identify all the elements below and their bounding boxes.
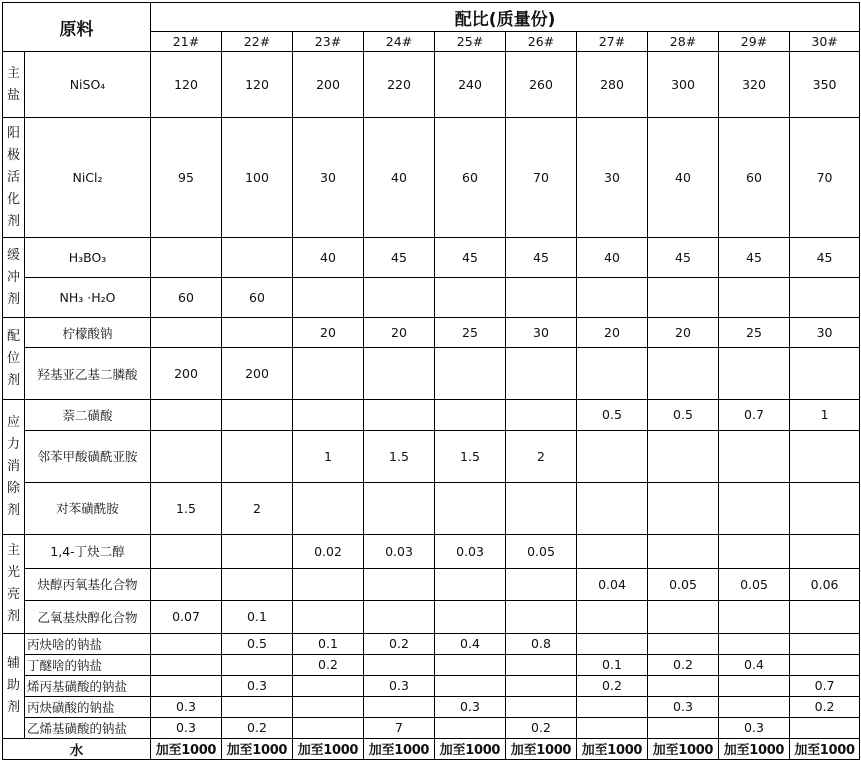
table-row <box>3 482 860 534</box>
amount-cell <box>506 654 577 675</box>
amount-cell: 40 <box>293 238 364 278</box>
formula-number: 26# <box>506 32 577 52</box>
amount-cell: 120 <box>151 52 222 118</box>
amount-cell: 1.5 <box>364 430 435 482</box>
amount-cell <box>506 278 577 318</box>
amount-cell: 20 <box>293 318 364 348</box>
amount-cell <box>222 430 293 482</box>
ingredient-name: 丁醚啥的钠盐 <box>25 654 151 675</box>
formula-number: 25# <box>435 32 506 52</box>
ingredient-name: 乙氧基炔醇化合物 <box>25 600 151 633</box>
amount-cell <box>151 568 222 600</box>
amount-cell <box>790 534 860 568</box>
amount-cell: 30 <box>790 318 860 348</box>
amount-cell <box>293 717 364 738</box>
amount-cell: 0.7 <box>790 675 860 696</box>
amount-cell: 60 <box>435 118 506 238</box>
ingredient-name: 对苯磺酰胺 <box>25 482 151 534</box>
amount-cell: 25 <box>435 318 506 348</box>
ratio-header: 配比(质量份) <box>151 3 860 32</box>
amount-cell: 0.05 <box>648 568 719 600</box>
water-value: 加至1000 <box>719 738 790 759</box>
amount-cell: 0.03 <box>364 534 435 568</box>
category-stress-reliever: 应力消除剂 <box>3 400 25 534</box>
amount-cell <box>577 482 648 534</box>
ingredient-name: 萘二磺酸 <box>25 400 151 430</box>
category-buffer: 缓冲剂 <box>3 238 25 318</box>
amount-cell: 0.06 <box>790 568 860 600</box>
formula-number: 21# <box>151 32 222 52</box>
amount-cell: 70 <box>790 118 860 238</box>
amount-cell: 60 <box>222 278 293 318</box>
amount-cell <box>719 675 790 696</box>
amount-cell <box>506 675 577 696</box>
amount-cell <box>577 696 648 717</box>
amount-cell <box>577 534 648 568</box>
amount-cell: 0.4 <box>719 654 790 675</box>
amount-cell <box>293 600 364 633</box>
amount-cell <box>364 568 435 600</box>
amount-cell <box>790 600 860 633</box>
formula-table <box>2 2 860 760</box>
table-row <box>3 318 860 348</box>
amount-cell: 0.7 <box>719 400 790 430</box>
amount-cell: 2 <box>222 482 293 534</box>
amount-cell <box>506 696 577 717</box>
amount-cell <box>151 430 222 482</box>
amount-cell <box>293 675 364 696</box>
amount-cell: 40 <box>648 118 719 238</box>
formula-number: 24# <box>364 32 435 52</box>
amount-cell: 0.05 <box>506 534 577 568</box>
category-complexing-agent: 配位剂 <box>3 318 25 400</box>
amount-cell: 0.8 <box>506 633 577 654</box>
amount-cell <box>364 278 435 318</box>
amount-cell: 350 <box>790 52 860 118</box>
amount-cell: 320 <box>719 52 790 118</box>
category-auxiliary-agent: 辅助剂 <box>3 633 25 738</box>
amount-cell <box>790 482 860 534</box>
amount-cell: 0.1 <box>222 600 293 633</box>
amount-cell <box>648 675 719 696</box>
amount-cell: 20 <box>364 318 435 348</box>
amount-cell: 7 <box>364 717 435 738</box>
amount-cell <box>151 654 222 675</box>
table-row <box>3 400 860 430</box>
amount-cell <box>364 400 435 430</box>
amount-cell: 0.3 <box>435 696 506 717</box>
amount-cell <box>293 568 364 600</box>
amount-cell: 0.3 <box>151 696 222 717</box>
formula-number: 27# <box>577 32 648 52</box>
amount-cell: 200 <box>293 52 364 118</box>
amount-cell <box>222 696 293 717</box>
amount-cell <box>151 675 222 696</box>
amount-cell <box>435 348 506 400</box>
amount-cell: 0.1 <box>293 633 364 654</box>
amount-cell <box>648 717 719 738</box>
amount-cell <box>151 238 222 278</box>
table-row <box>3 278 860 318</box>
amount-cell <box>151 633 222 654</box>
amount-cell <box>364 600 435 633</box>
water-value: 加至1000 <box>577 738 648 759</box>
amount-cell <box>364 348 435 400</box>
amount-cell: 30 <box>293 118 364 238</box>
amount-cell <box>719 696 790 717</box>
amount-cell <box>577 278 648 318</box>
amount-cell: 45 <box>648 238 719 278</box>
amount-cell: 0.3 <box>719 717 790 738</box>
table-row <box>3 696 860 717</box>
amount-cell: 45 <box>719 238 790 278</box>
amount-cell <box>577 430 648 482</box>
ingredient-name: 1,4-丁炔二醇 <box>25 534 151 568</box>
amount-cell: 30 <box>506 318 577 348</box>
amount-cell: 0.02 <box>293 534 364 568</box>
table-row <box>3 118 860 238</box>
ingredient-name: 邻苯甲酸磺酰亚胺 <box>25 430 151 482</box>
water-label: 水 <box>3 738 151 759</box>
amount-cell: 70 <box>506 118 577 238</box>
amount-cell <box>506 568 577 600</box>
ingredient-name: 羟基亚乙基二膦酸 <box>25 348 151 400</box>
amount-cell: 0.1 <box>577 654 648 675</box>
amount-cell <box>435 400 506 430</box>
amount-cell: 0.5 <box>648 400 719 430</box>
amount-cell: 30 <box>577 118 648 238</box>
amount-cell: 0.3 <box>648 696 719 717</box>
amount-cell <box>790 654 860 675</box>
amount-cell <box>222 400 293 430</box>
amount-cell <box>790 633 860 654</box>
amount-cell <box>293 348 364 400</box>
formula-number: 28# <box>648 32 719 52</box>
amount-cell: 0.03 <box>435 534 506 568</box>
amount-cell <box>648 600 719 633</box>
amount-cell <box>364 654 435 675</box>
category-anode-activator: 阳极活化剂 <box>3 118 25 238</box>
amount-cell <box>719 348 790 400</box>
amount-cell <box>577 600 648 633</box>
amount-cell: 45 <box>435 238 506 278</box>
table-row <box>3 568 860 600</box>
amount-cell <box>222 534 293 568</box>
amount-cell: 0.2 <box>293 654 364 675</box>
table-row <box>3 633 860 654</box>
amount-cell: 100 <box>222 118 293 238</box>
table-row <box>3 717 860 738</box>
amount-cell: 0.04 <box>577 568 648 600</box>
amount-cell <box>790 278 860 318</box>
amount-cell <box>648 534 719 568</box>
water-value: 加至1000 <box>151 738 222 759</box>
amount-cell <box>293 278 364 318</box>
amount-cell <box>222 238 293 278</box>
formula-number: 22# <box>222 32 293 52</box>
amount-cell <box>151 400 222 430</box>
amount-cell: 200 <box>222 348 293 400</box>
amount-cell <box>293 400 364 430</box>
amount-cell <box>435 675 506 696</box>
amount-cell <box>719 430 790 482</box>
amount-cell <box>790 348 860 400</box>
amount-cell: 260 <box>506 52 577 118</box>
amount-cell: 200 <box>151 348 222 400</box>
amount-cell: 40 <box>364 118 435 238</box>
table-row <box>3 348 860 400</box>
amount-cell: 1.5 <box>435 430 506 482</box>
amount-cell <box>435 600 506 633</box>
amount-cell <box>435 568 506 600</box>
ingredient-name: NH₃ ·H₂O <box>25 278 151 318</box>
material-header: 原料 <box>3 3 151 52</box>
amount-cell: 120 <box>222 52 293 118</box>
ingredient-name: NiSO₄ <box>25 52 151 118</box>
amount-cell <box>577 633 648 654</box>
amount-cell <box>222 654 293 675</box>
amount-cell <box>790 717 860 738</box>
amount-cell <box>719 534 790 568</box>
amount-cell: 0.2 <box>506 717 577 738</box>
amount-cell: 95 <box>151 118 222 238</box>
amount-cell: 0.3 <box>151 717 222 738</box>
amount-cell <box>648 430 719 482</box>
amount-cell: 45 <box>506 238 577 278</box>
table-row <box>3 600 860 633</box>
amount-cell <box>364 482 435 534</box>
amount-cell: 0.2 <box>222 717 293 738</box>
amount-cell <box>719 482 790 534</box>
amount-cell: 1.5 <box>151 482 222 534</box>
amount-cell: 0.5 <box>222 633 293 654</box>
ingredient-name: 丙炔磺酸的钠盐 <box>25 696 151 717</box>
amount-cell: 20 <box>648 318 719 348</box>
ingredient-name: 丙炔啥的钠盐 <box>25 633 151 654</box>
formula-number: 29# <box>719 32 790 52</box>
amount-cell <box>364 696 435 717</box>
water-value: 加至1000 <box>222 738 293 759</box>
amount-cell: 1 <box>293 430 364 482</box>
amount-cell: 0.2 <box>577 675 648 696</box>
ingredient-name: NiCl₂ <box>25 118 151 238</box>
amount-cell <box>506 482 577 534</box>
formula-number: 23# <box>293 32 364 52</box>
ingredient-name: H₃BO₃ <box>25 238 151 278</box>
water-value: 加至1000 <box>790 738 860 759</box>
amount-cell: 0.4 <box>435 633 506 654</box>
amount-cell <box>222 318 293 348</box>
amount-cell: 60 <box>151 278 222 318</box>
category-main-brightener: 主光亮剂 <box>3 534 25 633</box>
amount-cell <box>648 633 719 654</box>
amount-cell: 0.2 <box>364 633 435 654</box>
amount-cell: 0.05 <box>719 568 790 600</box>
amount-cell <box>506 600 577 633</box>
ingredient-name: 烯丙基磺酸的钠盐 <box>25 675 151 696</box>
ingredient-name: 乙烯基磺酸的钠盐 <box>25 717 151 738</box>
water-value: 加至1000 <box>364 738 435 759</box>
amount-cell <box>293 482 364 534</box>
amount-cell: 2 <box>506 430 577 482</box>
amount-cell: 0.2 <box>790 696 860 717</box>
amount-cell <box>293 696 364 717</box>
water-value: 加至1000 <box>506 738 577 759</box>
water-value: 加至1000 <box>293 738 364 759</box>
amount-cell <box>222 568 293 600</box>
amount-cell <box>719 600 790 633</box>
amount-cell <box>648 348 719 400</box>
water-row <box>3 738 860 759</box>
table-row <box>3 52 860 118</box>
amount-cell: 280 <box>577 52 648 118</box>
amount-cell <box>577 348 648 400</box>
water-value: 加至1000 <box>435 738 506 759</box>
amount-cell <box>577 717 648 738</box>
amount-cell <box>435 482 506 534</box>
amount-cell <box>648 482 719 534</box>
amount-cell <box>435 278 506 318</box>
amount-cell <box>719 278 790 318</box>
formula-number: 30# <box>790 32 860 52</box>
amount-cell: 45 <box>790 238 860 278</box>
amount-cell: 0.3 <box>364 675 435 696</box>
amount-cell <box>151 534 222 568</box>
category-main-salt: 主盐 <box>3 52 25 118</box>
amount-cell: 0.2 <box>648 654 719 675</box>
amount-cell <box>435 654 506 675</box>
amount-cell <box>435 717 506 738</box>
amount-cell: 1 <box>790 400 860 430</box>
amount-cell <box>506 400 577 430</box>
amount-cell: 45 <box>364 238 435 278</box>
amount-cell <box>790 430 860 482</box>
table-row <box>3 675 860 696</box>
table-row <box>3 534 860 568</box>
table-row <box>3 430 860 482</box>
amount-cell: 20 <box>577 318 648 348</box>
ingredient-name: 炔醇丙氧基化合物 <box>25 568 151 600</box>
amount-cell: 0.3 <box>222 675 293 696</box>
table-row <box>3 654 860 675</box>
amount-cell <box>648 278 719 318</box>
amount-cell: 0.5 <box>577 400 648 430</box>
amount-cell: 25 <box>719 318 790 348</box>
amount-cell: 240 <box>435 52 506 118</box>
amount-cell: 300 <box>648 52 719 118</box>
amount-cell: 220 <box>364 52 435 118</box>
amount-cell: 40 <box>577 238 648 278</box>
amount-cell <box>151 318 222 348</box>
water-value: 加至1000 <box>648 738 719 759</box>
amount-cell <box>506 348 577 400</box>
ingredient-name: 柠檬酸钠 <box>25 318 151 348</box>
amount-cell <box>719 633 790 654</box>
amount-cell: 0.07 <box>151 600 222 633</box>
table-row <box>3 238 860 278</box>
amount-cell: 60 <box>719 118 790 238</box>
